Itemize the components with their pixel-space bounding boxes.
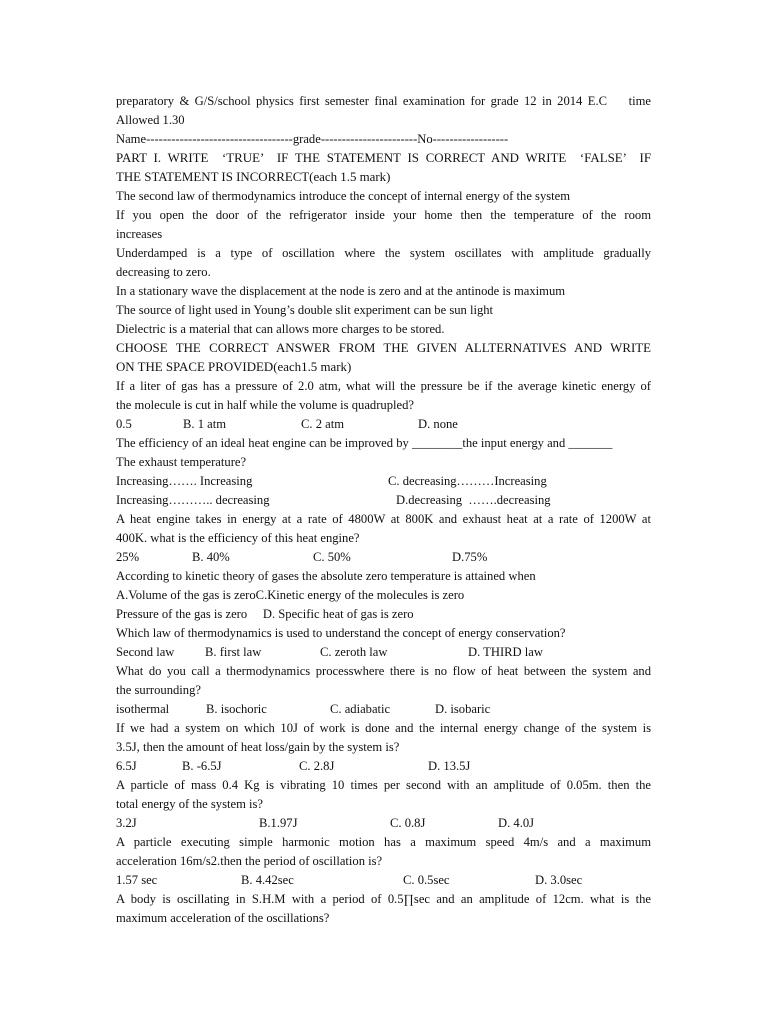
part1-heading-line1: PART I. WRITE ‘TRUE’ IF THE STATEMENT IS CORRECT AND WRITE ‘FALSE’ IF	[116, 151, 651, 165]
option-a: isothermal	[116, 702, 170, 716]
option-b: B.1.97J	[259, 816, 298, 830]
question-text: maximum acceleration of the oscillations?	[116, 911, 330, 925]
question-text: A body is oscillating in S.H.M with a period of 0.5∏sec and an amplitude of 12cm. what is the	[116, 892, 651, 906]
option-c: C. 0.8J	[390, 816, 426, 830]
true-false-item: Dielectric is a material that can allows more charges to be stored.	[116, 322, 445, 336]
exam-title-line2: Allowed 1.30	[116, 113, 185, 127]
question-text: A heat engine takes in energy at a rate of 4800W at 800K and exhaust heat at a rate of 1200W at	[116, 512, 651, 526]
option-b: B. 4.42sec	[241, 873, 294, 887]
question-text: The efficiency of an ideal heat engine can be improved by ________the input energy and _______	[116, 436, 613, 450]
option-b: B. 40%	[192, 550, 230, 564]
question-text: Which law of thermodynamics is used to understand the concept of energy conservation?	[116, 626, 566, 640]
option-d: D. THIRD law	[468, 645, 543, 659]
option-b: Increasing……….. decreasing	[116, 493, 270, 507]
option-b: B. first law	[205, 645, 262, 659]
question-text: acceleration 16m/s2.then the period of oscillation is?	[116, 854, 383, 868]
question-text: If we had a system on which 10J of work is done and the internal energy change of the system is	[116, 721, 651, 735]
true-false-item: The second law of thermodynamics introduce the concept of internal energy of the system	[116, 189, 571, 203]
question-text: A particle executing simple harmonic motion has a maximum speed 4m/s and a maximum	[116, 835, 651, 849]
option-c: C. decreasing………Increasing	[388, 474, 547, 488]
question-text: What do you call a thermodynamics processwhere there is no flow of heat between the system and	[116, 664, 651, 678]
option-b: B. -6.5J	[182, 759, 222, 773]
question-text: 400K. what is the efficiency of this heat engine?	[116, 531, 360, 545]
option-c: C. 2.8J	[299, 759, 335, 773]
true-false-item: In a stationary wave the displacement at the node is zero and at the antinode is maximum	[116, 284, 566, 298]
option-c: C. adiabatic	[330, 702, 391, 716]
part1-heading-line2: THE STATEMENT IS INCORRECT(each 1.5 mark)	[116, 170, 391, 184]
option-d: D. none	[418, 417, 458, 431]
question-text: According to kinetic theory of gases the absolute zero temperature is attained when	[116, 569, 536, 583]
option-c: C. 50%	[313, 550, 351, 564]
question-text: total energy of the system is?	[116, 797, 264, 811]
question-options: Pressure of the gas is zero D. Specific heat of gas is zero	[116, 607, 414, 621]
question-text: the molecule is cut in half while the volume is quadrupled?	[116, 398, 414, 412]
true-false-item: The source of light used in Young’s double slit experiment can be sun light	[116, 303, 494, 317]
option-d: D. isobaric	[435, 702, 491, 716]
question-text: The exhaust temperature?	[116, 455, 247, 469]
option-a: 3.2J	[116, 816, 137, 830]
option-d: D. 3.0sec	[535, 873, 583, 887]
option-d: D. 13.5J	[428, 759, 471, 773]
option-c: C. 2 atm	[301, 417, 345, 431]
option-a: Increasing……. Increasing	[116, 474, 253, 488]
option-a: 1.57 sec	[116, 873, 158, 887]
part2-heading-line2: ON THE SPACE PROVIDED(each1.5 mark)	[116, 360, 352, 374]
name-grade-no-line: Name-----------------------------------grade-----------------------No------------------	[116, 132, 509, 146]
question-text: A particle of mass 0.4 Kg is vibrating 10 times per second with an amplitude of 0.05m. then the	[116, 778, 651, 792]
option-c: C. 0.5sec	[403, 873, 450, 887]
part2-heading-line1: CHOOSE THE CORRECT ANSWER FROM THE GIVEN ALLTERNATIVES AND WRITE	[116, 341, 651, 355]
question-text: the surrounding?	[116, 683, 201, 697]
option-d: D. 4.0J	[498, 816, 535, 830]
question-options: A.Volume of the gas is zeroC.Kinetic energy of the molecules is zero	[116, 588, 465, 602]
true-false-item: decreasing to zero.	[116, 265, 211, 279]
question-text: If a liter of gas has a pressure of 2.0 atm, what will the pressure be if the average kinetic energy of	[116, 379, 651, 393]
exam-title-line1: preparatory & G/S/school physics first semester final examination for grade 12 in 2014 E.C time	[116, 94, 651, 108]
true-false-item: increases	[116, 227, 163, 241]
option-d: D.75%	[452, 550, 488, 564]
true-false-item: Underdamped is a type of oscillation where the system oscillates with amplitude gradually	[116, 246, 651, 260]
option-a: Second law	[116, 645, 175, 659]
question-text: 3.5J, then the amount of heat loss/gain by the system is?	[116, 740, 400, 754]
option-b: B. isochoric	[206, 702, 267, 716]
option-c: C. zeroth law	[320, 645, 388, 659]
option-a: 6.5J	[116, 759, 137, 773]
option-a: 0.5	[116, 417, 132, 431]
option-d: D.decreasing …….decreasing	[396, 493, 551, 507]
option-a: 25%	[116, 550, 140, 564]
option-b: B. 1 atm	[183, 417, 227, 431]
true-false-item: If you open the door of the refrigerator inside your home then the temperature of the room	[116, 208, 651, 222]
